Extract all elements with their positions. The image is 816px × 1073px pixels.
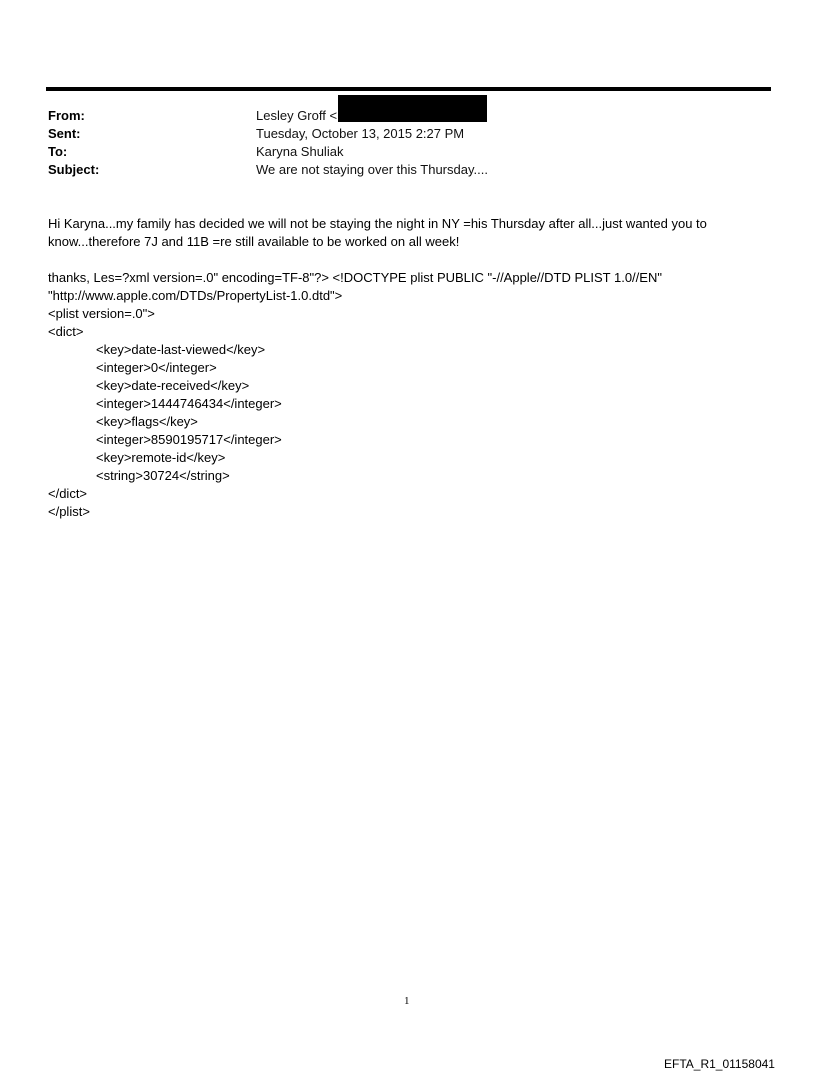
plist-line: <integer>1444746434</integer>	[96, 396, 282, 411]
header-rule	[46, 87, 771, 91]
plist-line: <integer>0</integer>	[96, 360, 217, 375]
plist-line: <key>date-received</key>	[96, 378, 250, 393]
plist-line: <integer>8590195717</integer>	[96, 432, 282, 447]
redaction-block	[338, 95, 487, 122]
plist-line: <key>remote-id</key>	[96, 450, 226, 465]
to-label: To:	[48, 144, 68, 159]
from-label: From:	[48, 108, 85, 123]
subject-label: Subject:	[48, 162, 100, 177]
sent-label: Sent:	[48, 126, 81, 141]
from-value: Lesley Groff <	[256, 108, 338, 123]
plist-line: <plist version=.0">	[48, 306, 155, 321]
plist-line: <key>flags</key>	[96, 414, 198, 429]
plist-line: <key>date-last-viewed</key>	[96, 342, 266, 357]
signoff-line-1: thanks, Les=?xml version=.0" encoding=TF-8"?> <!DOCTYPE plist PUBLIC "-//Apple//DTD PLIST 1.0//EN"	[48, 270, 662, 285]
plist-line: <dict>	[48, 324, 84, 339]
body-line-2: know...therefore 7J and 11B =re still available to be worked on all week!	[48, 234, 460, 249]
plist-line: <string>30724</string>	[96, 468, 230, 483]
sent-value: Tuesday, October 13, 2015 2:27 PM	[256, 126, 465, 141]
body-line-1: Hi Karyna...my family has decided we will not be staying the night in NY =his Thursday after all...just wanted you to	[48, 216, 707, 231]
page-number: 1	[404, 995, 410, 1007]
to-value: Karyna Shuliak	[256, 144, 344, 159]
subject-value: We are not staying over this Thursday....	[256, 162, 488, 177]
document-id: EFTA_R1_01158041	[664, 1057, 775, 1071]
plist-line: </dict>	[48, 486, 88, 501]
plist-line: </plist>	[48, 504, 90, 519]
signoff-line-2: "http://www.apple.com/DTDs/PropertyList-1.0.dtd">	[48, 288, 343, 303]
